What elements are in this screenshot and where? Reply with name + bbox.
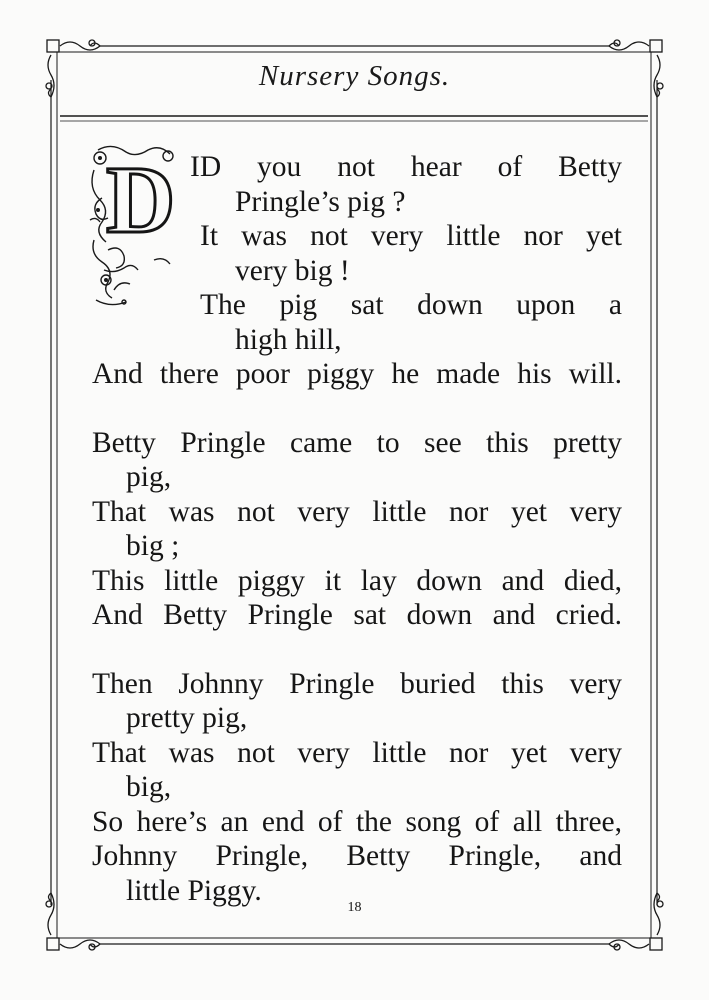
poem-line: That was not very little nor yet very [92, 495, 622, 528]
poem-line: So here’s an end of the song of all three, [92, 805, 622, 838]
poem-line: pig, [126, 461, 172, 493]
poem-line: The pig sat down upon a [200, 289, 622, 321]
poem-line: little Piggy. [126, 874, 262, 907]
poem-line: That was not very little nor yet very [92, 736, 622, 769]
page-number: 18 [347, 900, 362, 915]
poem-line: ID you not hear of Betty [190, 151, 622, 183]
poem-line: high hill, [235, 323, 342, 356]
stanza-gap [92, 633, 622, 667]
poem-line: Betty Pringle came to see this pretty [92, 426, 622, 459]
poem-line: This little piggy it lay down and died, [92, 564, 622, 597]
poem-line: very big ! [235, 254, 350, 287]
dropcap-letter: D [106, 146, 176, 253]
poem-line: Pringle’s pig ? [235, 185, 406, 218]
poem-line: It was not very little nor yet [200, 220, 622, 252]
poem-line: Johnny Pringle, Betty Pringle, and [92, 840, 622, 872]
poem-line: pretty pig, [126, 702, 248, 734]
poem-line: big ; [126, 530, 180, 562]
poem-line: And Betty Pringle sat down and cried. [92, 599, 622, 631]
poem-line: And there poor piggy he made his will. [92, 358, 622, 390]
poem-line: big, [126, 771, 172, 803]
poem-body [92, 146, 622, 908]
poem-line: Then Johnny Pringle buried this very [92, 667, 622, 700]
running-header: Nursery Songs. [258, 60, 451, 92]
stanza-gap [92, 392, 622, 426]
